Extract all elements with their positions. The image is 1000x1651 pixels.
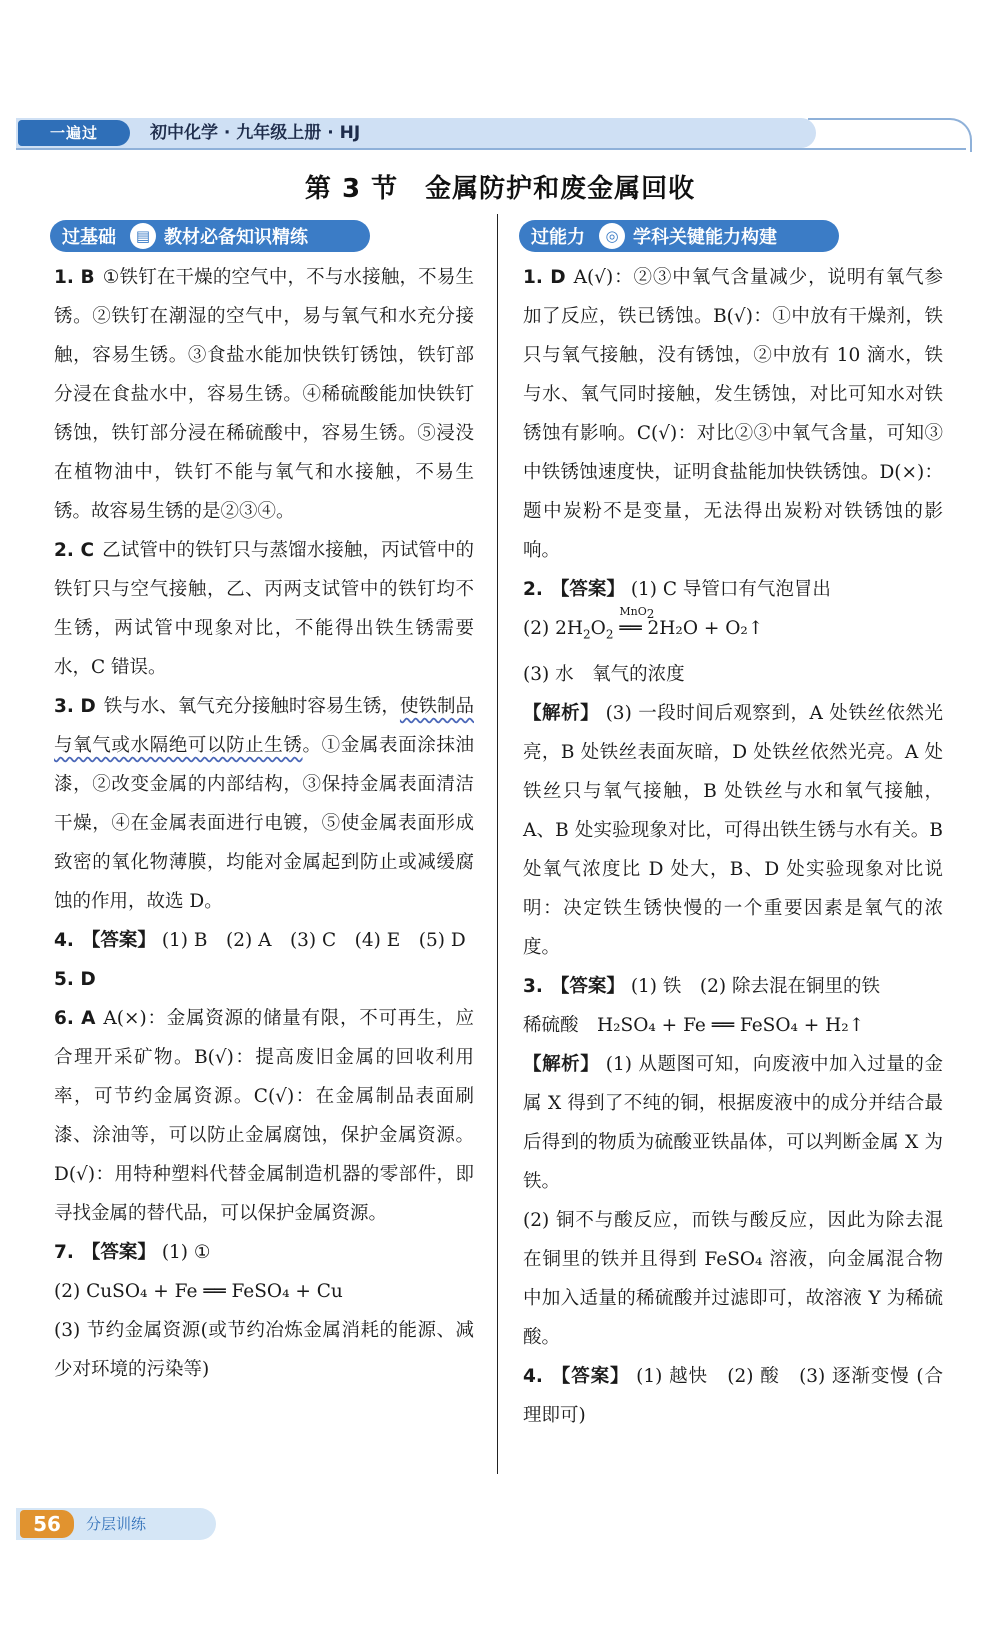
book-title: 初中化学 · 九年级上册 · HJ bbox=[150, 123, 361, 143]
catalyst-arrow: MnO$_2$ ══ bbox=[619, 605, 655, 639]
ability-answer-4: 4. 【答案】 (1) 越快 (2) 酸 (3) 逐渐变慢 (合理即可) bbox=[523, 1365, 943, 1426]
answer-7: 7. 【答案】 (1) ① bbox=[54, 1242, 211, 1263]
answer-3: 3. D 铁与水、氧气充分接触时容易生锈，使铁制品与氧气或水隔绝可以防止生锈。①金属表面涂抹油漆，②改变金属的内部结构，③保持金属表面清洁干燥，④在金属表面进行电镀，⑤使金属表面形成致密的氧化物薄膜，均能对金属起到防止或减缓腐蚀的作用，故选 D。 bbox=[54, 696, 474, 912]
header-bar bbox=[16, 118, 816, 148]
banner-label: 过基础 bbox=[62, 227, 116, 248]
ability-answer-2-line3: (3) 水 氧气的浓度 bbox=[523, 663, 685, 685]
page-title: 第 3 节 金属防护和废金属回收 bbox=[304, 174, 696, 204]
answer-5: 5. D bbox=[54, 969, 96, 990]
page-number: 56 bbox=[20, 1510, 74, 1538]
right-column bbox=[523, 220, 943, 1435]
ability-answer-2: 2. 【答案】 (1) C 导管口有气泡冒出 bbox=[523, 579, 831, 600]
answer-6: 6. A A(×)：金属资源的储量有限，不可再生，应合理开采矿物。B(√)：提高废旧金属的回收利用率，可节约金属资源。C(√)：在金属制品表面刷漆、涂油等，可以防止金属腐蚀，保护金属资源。D(√)：用特种塑料代替金属制造机器的零部件，即寻找金属的替代品，可以保护金属资源。 bbox=[54, 1008, 474, 1224]
banner-subtitle: 学科关键能力构建 bbox=[633, 227, 777, 248]
ability-answer-3-line2: 稀硫酸 H₂SO₄ + Fe ══ FeSO₄ + H₂↑ bbox=[523, 1014, 865, 1036]
ability-analysis-3-part2: (2) 铜不与酸反应，而铁与酸反应，因此为除去混在铜里的铁并且得到 FeSO₄ 溶液，向金属混合物中加入适量的稀硫酸并过滤即可，故溶液 Y 为稀硫酸。 bbox=[523, 1209, 943, 1348]
column-divider bbox=[497, 214, 498, 1474]
ability-analysis-3: 【解析】 (1) 从题图可知，向废液中加入过量的金属 X 得到了不纯的铜，根据废液中的成分并结合最后得到的物质为硫酸亚铁晶体，可以判断金属 X 为铁。 bbox=[523, 1053, 943, 1192]
header-rule bbox=[16, 148, 966, 150]
banner-subtitle: 教材必备知识精练 bbox=[164, 227, 308, 248]
section-banner-ability bbox=[519, 220, 839, 252]
header-curve bbox=[808, 118, 972, 152]
book-icon: ▤ bbox=[130, 223, 156, 249]
equation-h2o2: (2) $2H_2O_2$ MnO$_2$ ══ 2H₂O + O₂↑ bbox=[523, 609, 943, 655]
answer-1: 1. B ①铁钉在干燥的空气中，不与水接触，不易生锈。②铁钉在潮湿的空气中，易与氧气和水充分接触，容易生锈。③食盐水能加快铁钉锈蚀，铁钉部分浸在食盐水中，容易生锈。④稀硫酸能加快铁钉锈蚀，铁钉部分浸在稀硫酸中，容易生锈。⑤浸没在植物油中，铁钉不能与氧气和水接触，不易生锈。故容易生锈的是②③④。 bbox=[54, 267, 474, 522]
highlighted-sentence: 使铁制品与氧气或水隔绝可以防止生锈 bbox=[54, 696, 474, 756]
brand-logo: 一遍过 bbox=[18, 120, 130, 146]
answer-2: 2. C 乙试管中的铁钉只与蒸馏水接触，丙试管中的铁钉只与空气接触，乙、丙两支试管中的铁钉均不生锈，两试管中现象对比，不能得出铁生锈需要水，C 错误。 bbox=[54, 540, 474, 678]
medal-icon: ◎ bbox=[599, 223, 625, 249]
answer-7-line2: (2) CuSO₄ + Fe ══ FeSO₄ + Cu bbox=[54, 1281, 343, 1302]
answer-7-line3: (3) 节约金属资源(或节约冶炼金属消耗的能源、减少对环境的污染等) bbox=[54, 1320, 474, 1380]
banner-label: 过能力 bbox=[531, 227, 585, 248]
footer-label: 分层训练 bbox=[86, 1515, 147, 1533]
ability-answer-3: 3. 【答案】 (1) 铁 (2) 除去混在铜里的铁 bbox=[523, 975, 880, 997]
ability-analysis-2: 【解析】 (3) 一段时间后观察到，A 处铁丝依然光亮，B 处铁丝表面灰暗，D 处铁丝依然光亮。A 处铁丝只与氧气接触，B 处铁丝与水和氧气接触，A、B 处实验现象对比，可得出铁生锈与水有关。B 处氧气浓度比 D 处大，B、D 处实验现象对比说明：决定铁生锈快慢的一个重要因素是氧气的浓度。 bbox=[523, 702, 943, 958]
section-banner-basics bbox=[50, 220, 370, 252]
answer-4: 4. 【答案】 (1) B (2) A (3) C (4) E (5) D bbox=[54, 930, 466, 951]
ability-answer-1: 1. D A(√)：②③中氧气含量减少，说明有氧气参加了反应，铁已锈蚀。B(√)：①中放有干燥剂，铁只与氧气接触，没有锈蚀，②中放有 10 滴水，铁与水、氧气同时接触，发生锈蚀，对比可知水对铁锈蚀有影响。C(√)：对比②③中氧气含量，可知③中铁锈蚀速度快，证明食盐能加快铁锈蚀。D(×)：题中炭粉不是变量，无法得出炭粉对铁锈蚀的影响。 bbox=[523, 267, 943, 561]
left-column bbox=[54, 220, 474, 1389]
